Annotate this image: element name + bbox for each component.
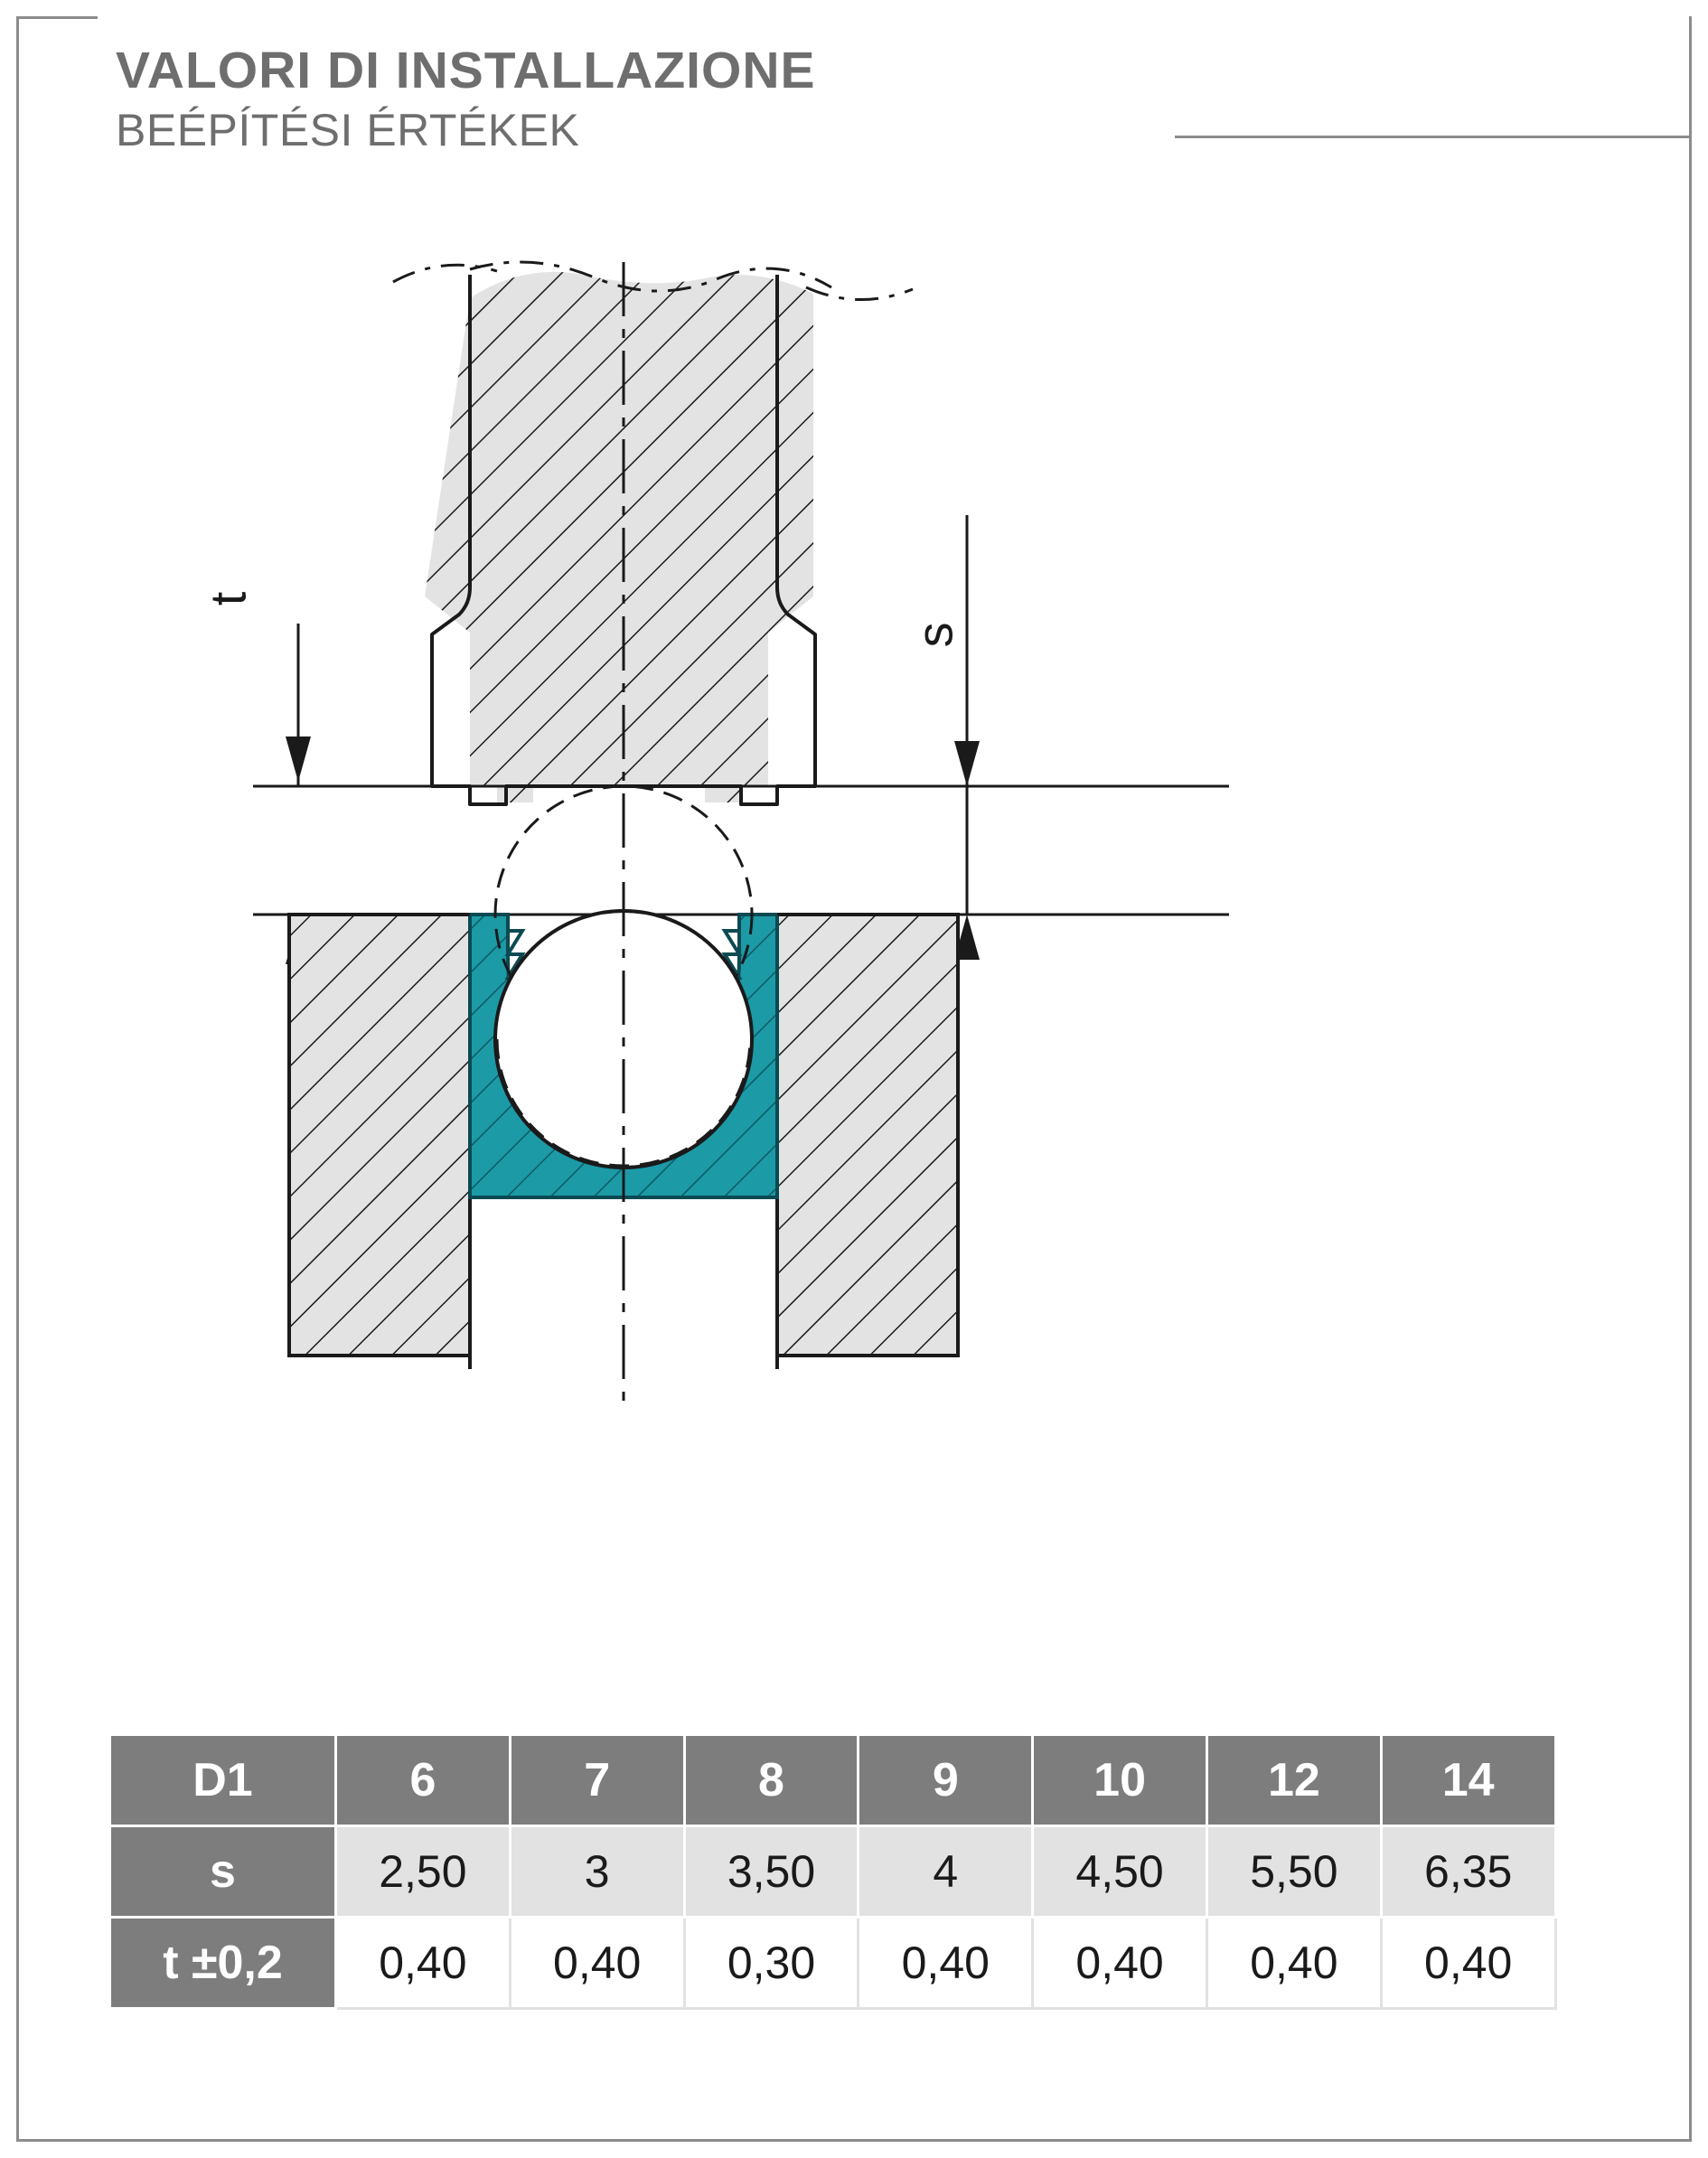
lower-body-right bbox=[777, 915, 958, 1356]
cell-s-7: 3 bbox=[510, 1826, 684, 1918]
page-subtitle: BEÉPÍTÉSI ÉRTÉKEK bbox=[116, 104, 580, 155]
row-label-t: t ±0,2 bbox=[110, 1918, 336, 2009]
frame-border-left bbox=[16, 16, 19, 2142]
dimension-label-s: s bbox=[906, 622, 963, 648]
table-header-d1: D1 bbox=[110, 1735, 336, 1826]
cell-s-8: 3,50 bbox=[684, 1826, 859, 1918]
table-header-7: 7 bbox=[510, 1735, 684, 1826]
frame-border-right bbox=[1689, 16, 1692, 2142]
cell-t-8: 0,30 bbox=[684, 1918, 859, 2009]
table-header-12: 12 bbox=[1206, 1735, 1381, 1826]
header bbox=[116, 43, 1200, 156]
cell-t-9: 0,40 bbox=[859, 1918, 1033, 2009]
cell-t-6: 0,40 bbox=[336, 1918, 511, 2009]
table-header-14: 14 bbox=[1381, 1735, 1555, 1826]
cell-t-12: 0,40 bbox=[1206, 1918, 1381, 2009]
table-header-10: 10 bbox=[1033, 1735, 1207, 1826]
upper-body bbox=[393, 262, 913, 813]
table-header-row bbox=[110, 1735, 1556, 1826]
cell-s-12: 5,50 bbox=[1206, 1826, 1381, 1918]
cell-t-14: 0,40 bbox=[1381, 1918, 1555, 2009]
frame-border-bottom bbox=[16, 2139, 1692, 2142]
page-title: VALORI DI INSTALLAZIONE bbox=[116, 42, 816, 99]
row-label-s: s bbox=[110, 1826, 336, 1918]
installation-values-table bbox=[108, 1733, 1554, 2010]
lower-body-left bbox=[289, 915, 470, 1356]
table-header-9: 9 bbox=[859, 1735, 1033, 1826]
table-header-8: 8 bbox=[684, 1735, 859, 1826]
cell-t-7: 0,40 bbox=[510, 1918, 684, 2009]
cell-s-10: 4,50 bbox=[1033, 1826, 1207, 1918]
frame-border-top-left bbox=[16, 16, 98, 19]
cell-t-10: 0,40 bbox=[1033, 1918, 1207, 2009]
technical-drawing bbox=[199, 244, 1509, 1618]
cell-s-14: 6,35 bbox=[1381, 1826, 1555, 1918]
frame-border-top-right bbox=[1175, 136, 1692, 138]
cell-s-6: 2,50 bbox=[336, 1826, 511, 1918]
dimension-s bbox=[954, 515, 980, 960]
cell-s-9: 4 bbox=[859, 1826, 1033, 1918]
table-header-6: 6 bbox=[336, 1735, 511, 1826]
table-row bbox=[110, 1918, 1556, 2009]
dimension-label-t: t bbox=[199, 591, 257, 606]
table-row bbox=[110, 1826, 1556, 1918]
